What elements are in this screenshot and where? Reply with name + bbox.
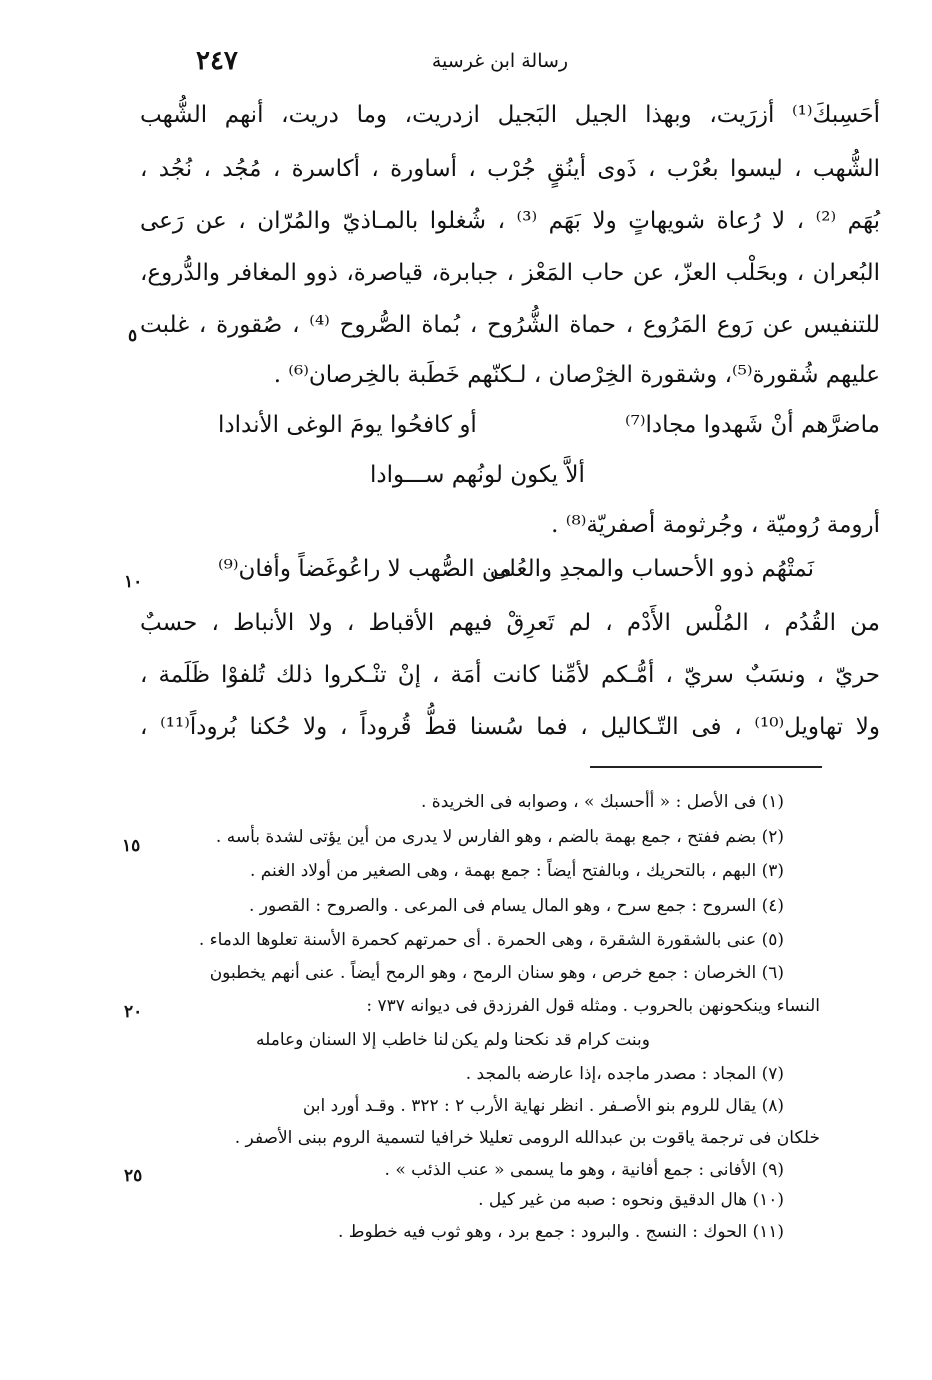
body-line-1: أحَسِبكَ⁽¹⁾ أزرَيت، وبهذا الجيل البَجيل ازدريت، وما دريت، أنهم الشُّهب — [140, 102, 880, 128]
poem2-hemistich-left: من الصُّهب لا راعُوغَضاً وأفان⁽⁹⁾ — [218, 556, 512, 582]
poem2-hemistich-right: نَمتْهُم ذوو الأحساب والمجدِ والعُلى — [489, 556, 814, 582]
line-number-10: ١٠ — [124, 572, 143, 592]
poem1-centered-line: ألاَّ يكون لونُهم ســـوادا — [370, 462, 585, 488]
body-line-after-poem: أرومة رُوميّة ، وجُرثومة أصفريّة⁽⁸⁾ . — [551, 512, 880, 538]
body-line-5: للتنفيس عن رَوع المَرُوع ، حماة الشُّرُوح ، بُماة الصُّروح ⁽⁴⁾ ، صُقورة ، غلبت — [140, 312, 880, 338]
footnote-8b: خلكان فى ترجمة ياقوت بن عبدالله الرومى تعليلا خرافيا لتسمية الروم ببنى الأصفر . — [234, 1128, 820, 1148]
poem1-hemistich-right: ماضرَّهم أنْ شَهدوا مجادا⁽⁷⁾ — [625, 412, 880, 438]
footnote-10: (١٠) هال الدقيق ونحوه : صبه من غير كيل . — [478, 1190, 784, 1210]
line-number-25: ٢٥ — [124, 1166, 143, 1186]
footnote-3: (٣) البهم ، بالتحريك ، وبالفتح أيضاً : جمع بهمة ، وهى الصغير من أولاد الغنم . — [249, 861, 784, 881]
footnote-4: (٤) السروح : جمع سرح ، وهو المال يسام فى المرعى . والصروح : القصور . — [248, 896, 784, 916]
line-number-15: ١٥ — [122, 836, 141, 856]
footnote-8a: (٨) يقال للروم بنو الأصـفر . انظر نهاية الأرب ٢ : ٣٢٢ . وقـد أورد ابن — [302, 1096, 784, 1116]
footnote-7: (٧) المجاد : مصدر ماجده ،إذا عارضه بالمجد . — [465, 1064, 784, 1084]
footnote-9: (٩) الأفانى : جمع أفانية ، وهو ما يسمى « عنب الذئب » . — [384, 1160, 784, 1180]
footnote-1: (١) فى الأصل : « أأحسبك » ، وصوابه فى الخريدة . — [421, 792, 784, 812]
footnote-2: (٢) بضم ففتح ، جمع بهمة بالضم ، وهو الفارس لا يدرى من أين يؤتى لشدة بأسه . — [215, 827, 784, 847]
footnote-rule — [590, 766, 822, 768]
footnote-6b: النساء وينكحونهن بالحروب . ومثله قول الفرزدق فى ديوانه ٧٣٧ : — [366, 996, 820, 1016]
body-line-8: حريّ ، ونسَبٌ سريّ ، أمُّـكم لأمِّنا كانت أمَة ، إنْ تنْـكروا ذلك تُلفوْا ظَلَمة ، — [140, 662, 880, 688]
page-number: ٢٤٧ — [196, 46, 238, 76]
line-number-5: ٥ — [128, 326, 138, 346]
body-line-9: ولا تهاويل⁽¹⁰⁾ ، فى التّـكاليل ، فما سُسنا قطُّ قُروداً ، ولا حُكنا بُروداً⁽¹¹⁾ ، — [140, 714, 880, 740]
poem1-hemistich-left: أو كافحُوا يومَ الوغى الأندادا — [218, 412, 477, 438]
line-number-20: ٢٠ — [124, 1002, 143, 1022]
fn-verse-right: وبنت كرام قد نكحنا ولم يكن — [451, 1030, 650, 1050]
footnote-11: (١١) الحوك : النسج . والبرود : جمع برد ، وهو ثوب فيه خطوط . — [337, 1222, 784, 1242]
body-line-3: بُهَم ⁽²⁾ ، لا رُعاة شويهاتٍ ولا بَهَم ⁽³⁾ ، شُغلوا بالمـاذيّ والمُرّان ، عن رَعى — [140, 208, 880, 234]
body-line-4: البُعران ، وبحَلْب العزّ، عن حاب المَعْز ، جبابرة، قياصرة، ذوو المغافر والدُّروع، — [140, 260, 880, 286]
body-line-2: الشُّهب ، ليسوا بعُرْب ، ذَوى أينُقٍ جُرْب ، أساورة ، أكاسرة ، مُجُد ، نُجُد ، — [140, 156, 880, 182]
footnote-6a: (٦) الخرصان : جمع خرص ، وهو سنان الرمح ، وهو الرمح أيضاً . عنى أنهم يخطبون — [209, 963, 784, 983]
body-line-6: عليهم شُقورة⁽⁵⁾، وشقورة الخِرْصان ، لـكنّهم خَطَبة بالخِرصان⁽⁶⁾ . — [273, 362, 880, 388]
body-line-7: من القُدُم ، المُلْس الأَدْم ، لم تَعرِقْ فيهم الأقباط ، ولا الأنباط ، حسبٌ — [140, 610, 880, 636]
footnote-5: (٥) عنى بالشقورة الشقرة ، وهى الحمرة . أى حمرتهم كحمرة الأسنة تعلوها الدماء . — [198, 930, 784, 950]
running-title: رسالة ابن غرسية — [431, 50, 569, 72]
fn-verse-left: لنا خاطب إلا السنان وعامله — [256, 1030, 449, 1050]
